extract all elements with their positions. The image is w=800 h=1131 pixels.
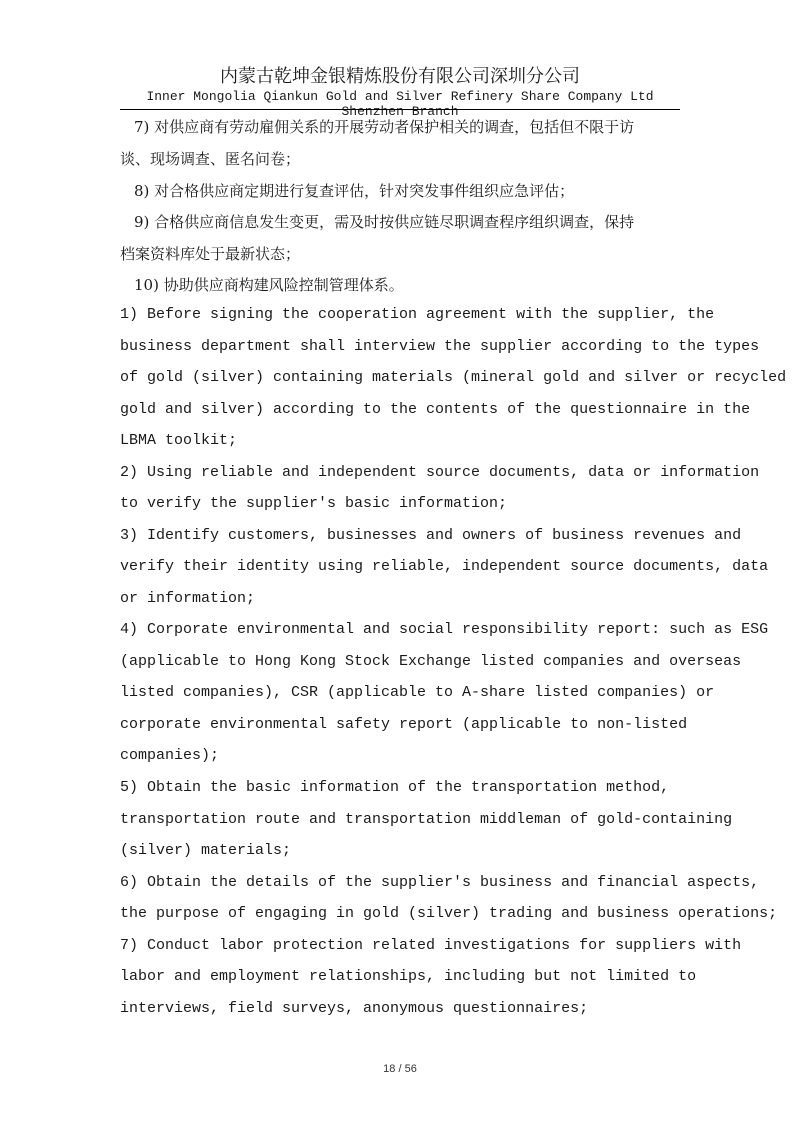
text-line: companies); [120,747,220,764]
text-line: 7) Conduct labor protection related investigations for suppliers with [120,937,742,954]
text-line: (silver) materials; [120,842,292,859]
text-line: gold and silver) according to the contents of the questionnaire in the [120,401,751,418]
text-line: corporate environmental safety report (applicable to non-listed [120,716,688,733]
page-number: 18 / 56 [383,1063,417,1075]
text-line: 6) Obtain the details of the supplier's business and financial aspects, [120,874,760,891]
text-line: 谈、现场调查、匿名问卷； [120,150,301,168]
text-line: 7) 对供应商有劳动雇佣关系的开展劳动者保护相关的调查，包括但不限于访 [134,118,635,136]
text-line: to verify the supplier's basic information; [120,495,508,512]
text-line: 3) Identify customers, businesses and owners of business revenues and [120,527,742,544]
text-line: 4) Corporate environmental and social responsibility report: such as ESG [120,621,769,638]
text-line: 2) Using reliable and independent source documents, data or information [120,464,760,481]
text-line: 8) 对合格供应商定期进行复查评估，针对突发事件组织应急评估； [134,182,575,200]
text-line: verify their identity using reliable, independent source documents, data [120,558,769,575]
text-line: transportation route and transportation middleman of gold-containing [120,811,733,828]
text-line: or information; [120,590,256,607]
text-line: LBMA toolkit; [120,432,238,449]
text-line: the purpose of engaging in gold (silver) trading and business operations; [120,905,778,922]
text-line: of gold (silver) containing materials (mineral gold and silver or recycled [120,369,787,386]
text-line: 5) Obtain the basic information of the transportation method, [120,779,670,796]
text-line: labor and employment relationships, including but not limited to [120,968,697,985]
text-line: 10) 协助供应商构建风险控制管理体系。 [134,276,404,294]
company-name-chinese: 内蒙古乾坤金银精炼股份有限公司深圳分公司 [220,66,580,87]
text-line: 9) 合格供应商信息发生变更，需及时按供应链尽职调查程序组织调查，保持 [134,213,635,231]
text-line: (applicable to Hong Kong Stock Exchange listed companies and overseas [120,653,742,670]
text-line: interviews, field surveys, anonymous questionnaires; [120,1000,589,1017]
text-line: business department shall interview the supplier according to the types [120,338,760,355]
text-line: listed companies), CSR (applicable to A-share listed companies) or [120,684,715,701]
company-name-english: Inner Mongolia Qiankun Gold and Silver Refinery Share Company Ltd Shenzhen Branch [146,89,654,119]
text-line: 档案资料库处于最新状态； [120,245,301,263]
header-divider [120,109,680,110]
text-line: 1) Before signing the cooperation agreement with the supplier, the [120,306,715,323]
